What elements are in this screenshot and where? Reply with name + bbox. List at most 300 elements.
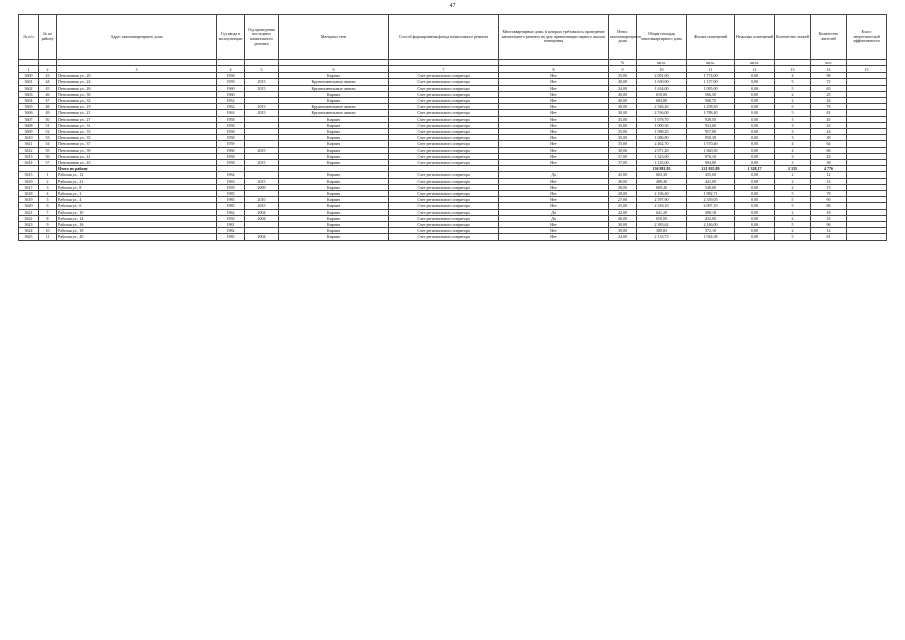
living-area-cell: 2 339,05: [687, 197, 735, 203]
nonliving-area-cell: 0,00: [735, 110, 775, 116]
district-number-cell: 5: [39, 197, 57, 203]
wall-material-cell: Кирпич: [279, 178, 389, 184]
address-cell: Пенсионная ул., 39: [57, 147, 217, 153]
address-cell: Рабочая ул., 20: [57, 234, 217, 240]
repair-year-cell: 2004: [245, 215, 279, 221]
wall-material-cell: Кирпич: [279, 197, 389, 203]
fund-method-cell: Счет регионального оператора: [389, 215, 499, 221]
wear-percent-cell: 30,00: [609, 104, 637, 110]
floors-cell: 5: [775, 110, 811, 116]
wall-material-cell: Кирпич: [279, 147, 389, 153]
column-number: 6: [279, 66, 389, 73]
address-cell: Пенсионная ул., 32: [57, 98, 217, 104]
row-number-cell: 3614: [19, 160, 39, 166]
housing-register-table: [18, 14, 887, 241]
repair-required-cell: Нет: [499, 129, 609, 135]
unit-cell: чел.: [811, 60, 847, 66]
build-year-cell: 1982: [217, 228, 245, 234]
repair-required-cell: Нет: [499, 141, 609, 147]
build-year-cell: 1952: [217, 98, 245, 104]
wall-material-cell: Кирпич: [279, 172, 389, 178]
total-area-cell: 2 462,70: [637, 141, 687, 147]
column-number: 13: [775, 66, 811, 73]
wear-percent-cell: 35,00: [609, 73, 637, 79]
district-number-cell: 11: [39, 234, 57, 240]
totals-residents: 4 776: [811, 166, 847, 172]
build-year-cell: 1958: [217, 129, 245, 135]
column-header: Общая площадь многоквартирного дома: [637, 15, 687, 60]
residents-cell: 16: [811, 215, 847, 221]
energy-class-cell: [847, 234, 887, 240]
build-year-cell: 1985: [217, 191, 245, 197]
floors-cell: 3: [775, 160, 811, 166]
fund-method-cell: Счет регионального оператора: [389, 147, 499, 153]
district-number-cell: 3: [39, 184, 57, 190]
wall-material-cell: Кирпич: [279, 141, 389, 147]
fund-method-cell: Счет регионального оператора: [389, 184, 499, 190]
total-area-cell: 641,20: [637, 209, 687, 215]
column-numbers-row: [19, 66, 887, 73]
residents-cell: 25: [811, 91, 847, 97]
column-header: Способ формирования фонда капитального ремонта: [389, 15, 499, 60]
district-number-cell: 10: [39, 228, 57, 234]
column-header: Количество жителей: [811, 15, 847, 60]
row-number-cell: 3608: [19, 122, 39, 128]
residents-cell: 45: [811, 116, 847, 122]
totals-area: 136 881,83: [637, 166, 687, 172]
total-area-cell: 2 597,90: [637, 197, 687, 203]
wall-material-cell: Крупнопанельные панели: [279, 110, 389, 116]
column-header: Нежилых помещений: [735, 15, 775, 60]
residents-cell: 44: [811, 129, 847, 135]
nonliving-area-cell: 0,00: [735, 160, 775, 166]
repair-required-cell: Нет: [499, 79, 609, 85]
nonliving-area-cell: 0,00: [735, 203, 775, 209]
repair-year-cell: 2009: [245, 184, 279, 190]
nonliving-area-cell: 0,00: [735, 197, 775, 203]
unit-cell: %: [609, 60, 637, 66]
row-number-cell: 3613: [19, 153, 39, 159]
row-number-cell: 3617: [19, 184, 39, 190]
address-cell: Пенсионная ул., 19: [57, 104, 217, 110]
row-number-cell: 3622: [19, 215, 39, 221]
floors-cell: 2: [775, 91, 811, 97]
district-number-cell: 52: [39, 129, 57, 135]
fund-method-cell: Счет регионального оператора: [389, 98, 499, 104]
living-area-cell: 1 788,40: [687, 110, 735, 116]
total-area-cell: 1 323,00: [637, 153, 687, 159]
repair-year-cell: 2015: [245, 160, 279, 166]
repair-required-cell: Да: [499, 172, 609, 178]
nonliving-area-cell: 0,00: [735, 122, 775, 128]
residents-cell: 98: [811, 73, 847, 79]
floors-cell: 5: [775, 203, 811, 209]
district-number-cell: 48: [39, 104, 57, 110]
residents-cell: 81: [811, 110, 847, 116]
fund-method-cell: Счет регионального оператора: [389, 209, 499, 215]
living-area-cell: 928,50: [687, 116, 735, 122]
district-number-cell: 47: [39, 98, 57, 104]
column-number: 7: [389, 66, 499, 73]
unit-cell: кв.м.: [637, 60, 687, 66]
district-number-cell: 8: [39, 215, 57, 221]
row-number-cell: 3620: [19, 203, 39, 209]
row-number-cell: 3623: [19, 222, 39, 228]
wear-percent-cell: 24,00: [609, 234, 637, 240]
build-year-cell: 1960: [217, 147, 245, 153]
column-number: 5: [245, 66, 279, 73]
nonliving-area-cell: 0,00: [735, 104, 775, 110]
residents-cell: 72: [811, 79, 847, 85]
floors-cell: 3: [775, 153, 811, 159]
wall-material-cell: Кирпич: [279, 135, 389, 141]
wall-material-cell: Кирпич: [279, 234, 389, 240]
wall-material-cell: Кирпич: [279, 215, 389, 221]
living-area-cell: 957,80: [687, 129, 735, 135]
fund-method-cell: Счет регионального оператора: [389, 91, 499, 97]
column-header: № по району: [39, 15, 57, 60]
district-number-cell: 4: [39, 191, 57, 197]
residents-cell: 96: [811, 222, 847, 228]
living-area-cell: 1 258,50: [687, 104, 735, 110]
wear-percent-cell: 45,00: [609, 172, 637, 178]
floors-cell: 5: [775, 191, 811, 197]
wall-material-cell: Кирпич: [279, 73, 389, 79]
total-area-cell: 2 316,10: [637, 203, 687, 209]
column-header: Износ многоквартирного дома: [609, 15, 637, 60]
address-cell: Пенсионная ул., 24: [57, 79, 217, 85]
repair-required-cell: Нет: [499, 85, 609, 91]
row-number-cell: 3621: [19, 209, 39, 215]
total-area-cell: 1 125,00: [637, 160, 687, 166]
floors-cell: 4: [775, 141, 811, 147]
wear-percent-cell: 40,00: [609, 178, 637, 184]
wall-material-cell: Кирпич: [279, 91, 389, 97]
floors-cell: 2: [775, 215, 811, 221]
address-cell: Пенсионная ул., 37: [57, 141, 217, 147]
total-area-cell: 1 088,20: [637, 129, 687, 135]
table-body-first-district: [19, 73, 887, 166]
nonliving-area-cell: 0,00: [735, 153, 775, 159]
floors-cell: 5: [775, 234, 811, 240]
row-number-cell: 3601: [19, 79, 39, 85]
address-cell: Рабочая ул., 18: [57, 228, 217, 234]
wear-percent-cell: 37,00: [609, 153, 637, 159]
repair-required-cell: Нет: [499, 135, 609, 141]
repair-year-cell: 2015: [245, 79, 279, 85]
fund-method-cell: Счет регионального оператора: [389, 197, 499, 203]
wear-percent-cell: 35,00: [609, 122, 637, 128]
nonliving-area-cell: 0,00: [735, 184, 775, 190]
wear-percent-cell: 35,00: [609, 135, 637, 141]
floors-cell: 4: [775, 73, 811, 79]
repair-year-cell: 2015: [245, 147, 279, 153]
wear-percent-cell: 34,00: [609, 85, 637, 91]
living-area-cell: 1 982,71: [687, 191, 735, 197]
build-year-cell: 1960: [217, 85, 245, 91]
header-row: [19, 15, 887, 60]
build-year-cell: 1958: [217, 135, 245, 141]
build-year-cell: 1963: [217, 178, 245, 184]
floors-cell: 2: [775, 172, 811, 178]
address-cell: Пенсионная ул., 21: [57, 110, 217, 116]
wear-percent-cell: 27,00: [609, 197, 637, 203]
build-year-cell: 1958: [217, 153, 245, 159]
living-area-cell: 1 570,40: [687, 141, 735, 147]
wear-percent-cell: 25,00: [609, 203, 637, 209]
residents-cell: 15: [811, 184, 847, 190]
living-area-cell: 1 774,00: [687, 73, 735, 79]
column-number: 9: [609, 66, 637, 73]
row-number-cell: 3619: [19, 197, 39, 203]
wall-material-cell: Кирпич: [279, 153, 389, 159]
fund-method-cell: Счет регионального оператора: [389, 222, 499, 228]
district-number-cell: 45: [39, 85, 57, 91]
total-area-cell: 380,83: [637, 228, 687, 234]
repair-year-cell: 2015: [245, 85, 279, 91]
address-cell: Рабочая ул., 6: [57, 203, 217, 209]
living-area-cell: 1 660,30: [687, 147, 735, 153]
column-number: 12: [735, 66, 775, 73]
row-number-cell: 3624: [19, 228, 39, 234]
row-number-cell: 3600: [19, 73, 39, 79]
wear-percent-cell: 35,00: [609, 116, 637, 122]
total-area-cell: 650,00: [637, 215, 687, 221]
total-area-cell: 684,80: [637, 98, 687, 104]
build-year-cell: 1958: [217, 160, 245, 166]
wall-material-cell: Кирпич: [279, 222, 389, 228]
nonliving-area-cell: 0,00: [735, 178, 775, 184]
repair-year-cell: 2015: [245, 203, 279, 209]
total-area-cell: 602,30: [637, 172, 687, 178]
row-number-cell: 3611: [19, 141, 39, 147]
row-number-cell: 3603: [19, 91, 39, 97]
total-area-cell: 2 133,73: [637, 234, 687, 240]
total-area-cell: 1 634,00: [637, 85, 687, 91]
fund-method-cell: Счет регионального оператора: [389, 79, 499, 85]
residents-cell: 12: [811, 172, 847, 178]
wall-material-cell: Кирпич: [279, 98, 389, 104]
build-year-cell: 1981: [217, 222, 245, 228]
repair-required-cell: Да: [499, 215, 609, 221]
repair-required-cell: Нет: [499, 160, 609, 166]
build-year-cell: 1958: [217, 122, 245, 128]
nonliving-area-cell: 0,00: [735, 215, 775, 221]
build-year-cell: 1962: [217, 104, 245, 110]
residents-cell: 38: [811, 160, 847, 166]
address-cell: Рабочая ул., 14: [57, 215, 217, 221]
residents-cell: 64: [811, 141, 847, 147]
district-number-cell: 49: [39, 110, 57, 116]
living-area-cell: 540,00: [687, 184, 735, 190]
table-row: [19, 234, 887, 240]
build-year-cell: 1959: [217, 141, 245, 147]
district-number-cell: 2: [39, 178, 57, 184]
fund-method-cell: Счет регионального оператора: [389, 122, 499, 128]
column-number: 4: [217, 66, 245, 73]
residents-cell: 68: [811, 147, 847, 153]
fund-method-cell: Счет регионального оператора: [389, 135, 499, 141]
address-cell: Пенсионная ул., 43: [57, 160, 217, 166]
repair-required-cell: Нет: [499, 222, 609, 228]
column-header: Многоквартирные дома, в которых требовалось проведение капитального ремонта на дату приватизации первого жилого помещения: [499, 15, 609, 60]
column-number: 8: [499, 66, 609, 73]
wall-material-cell: Кирпич: [279, 122, 389, 128]
column-header: Количество этажей: [775, 15, 811, 60]
build-year-cell: 1964: [217, 172, 245, 178]
address-cell: Пенсионная ул., 35: [57, 135, 217, 141]
totals-label: Итого по району: [57, 166, 217, 172]
repair-required-cell: Нет: [499, 91, 609, 97]
build-year-cell: 1985: [217, 234, 245, 240]
wall-material-cell: Кирпич: [279, 191, 389, 197]
living-area-cell: 455,00: [687, 172, 735, 178]
floors-cell: 5: [775, 104, 811, 110]
column-header: Класс энергетической эффективности: [847, 15, 887, 60]
nonliving-area-cell: 0,00: [735, 141, 775, 147]
nonliving-area-cell: 0,00: [735, 222, 775, 228]
wall-material-cell: Кирпич: [279, 203, 389, 209]
column-header: Материал стен: [279, 15, 389, 60]
repair-year-cell: 2010: [245, 197, 279, 203]
residents-cell: 14: [811, 228, 847, 234]
column-header: Год ввода в эксплуатацию: [217, 15, 245, 60]
nonliving-area-cell: 0,00: [735, 73, 775, 79]
fund-method-cell: Счет регионального оператора: [389, 203, 499, 209]
row-number-cell: 3612: [19, 147, 39, 153]
repair-required-cell: Нет: [499, 203, 609, 209]
nonliving-area-cell: 0,00: [735, 191, 775, 197]
repair-required-cell: Нет: [499, 234, 609, 240]
build-year-cell: 1950: [217, 215, 245, 221]
fund-method-cell: Счет регионального оператора: [389, 116, 499, 122]
row-number-cell: 3606: [19, 110, 39, 116]
address-cell: Пенсионная ул., 33: [57, 129, 217, 135]
column-number: 2: [39, 66, 57, 73]
wear-percent-cell: 35,00: [609, 129, 637, 135]
fund-method-cell: Счет регионального оператора: [389, 85, 499, 91]
living-area-cell: 2 097,10: [687, 203, 735, 209]
wear-percent-cell: 35,00: [609, 141, 637, 147]
repair-required-cell: Нет: [499, 116, 609, 122]
wear-percent-cell: 40,00: [609, 91, 637, 97]
repair-year-cell: 2004: [245, 234, 279, 240]
floors-cell: 2: [775, 178, 811, 184]
nonliving-area-cell: 0,00: [735, 116, 775, 122]
repair-required-cell: Да: [499, 209, 609, 215]
nonliving-area-cell: 0,00: [735, 209, 775, 215]
total-area-cell: 1 630,00: [637, 79, 687, 85]
living-area-cell: 506,50: [687, 91, 735, 97]
total-area-cell: 2 196,40: [637, 191, 687, 197]
table-body-second-district: [19, 172, 887, 240]
nonliving-area-cell: 0,00: [735, 234, 775, 240]
row-number-cell: 3604: [19, 98, 39, 104]
wall-material-cell: Кирпич: [279, 209, 389, 215]
floors-cell: 2: [775, 228, 811, 234]
fund-method-cell: Счет регионального оператора: [389, 104, 499, 110]
build-year-cell: 1960: [217, 91, 245, 97]
floors-cell: 2: [775, 98, 811, 104]
total-area-cell: 609,40: [637, 184, 687, 190]
fund-method-cell: Счет регионального оператора: [389, 129, 499, 135]
column-number: 10: [637, 66, 687, 73]
wall-material-cell: Кирпич: [279, 116, 389, 122]
nonliving-area-cell: 0,00: [735, 228, 775, 234]
living-area-cell: 950,30: [687, 135, 735, 141]
row-number-cell: 3602: [19, 85, 39, 91]
wear-percent-cell: 40,00: [609, 98, 637, 104]
fund-method-cell: Счет регионального оператора: [389, 73, 499, 79]
total-area-cell: 2 536,00: [637, 110, 687, 116]
address-cell: Рабочая ул., 8: [57, 184, 217, 190]
total-area-cell: 2 546,40: [637, 104, 687, 110]
address-cell: Пенсионная ул., 31: [57, 122, 217, 128]
living-area-cell: 932,60: [687, 122, 735, 128]
district-number-cell: 53: [39, 135, 57, 141]
fund-method-cell: Счет регионального оператора: [389, 160, 499, 166]
repair-year-cell: 2015: [245, 104, 279, 110]
residents-cell: 86: [811, 203, 847, 209]
column-number: 14: [811, 66, 847, 73]
residents-cell: 38: [811, 135, 847, 141]
repair-required-cell: Нет: [499, 153, 609, 159]
row-number-cell: 3618: [19, 191, 39, 197]
fund-method-cell: Счет регионального оператора: [389, 178, 499, 184]
residents-cell: 78: [811, 104, 847, 110]
floors-cell: 5: [775, 222, 811, 228]
repair-required-cell: Нет: [499, 228, 609, 234]
page-number: 47: [449, 3, 456, 9]
build-year-cell: 1962: [217, 209, 245, 215]
repair-required-cell: Нет: [499, 110, 609, 116]
row-number-cell: 3609: [19, 129, 39, 135]
residents-cell: 24: [811, 98, 847, 104]
build-year-cell: 1959: [217, 184, 245, 190]
row-number-cell: 3615: [19, 172, 39, 178]
fund-method-cell: Счет регионального оператора: [389, 172, 499, 178]
living-area-cell: 904,80: [687, 160, 735, 166]
district-number-cell: 50: [39, 116, 57, 122]
row-number-cell: 3616: [19, 178, 39, 184]
build-year-cell: 1985: [217, 203, 245, 209]
nonliving-area-cell: 0,00: [735, 172, 775, 178]
address-cell: Пенсионная ул., 41: [57, 153, 217, 159]
nonliving-area-cell: 0,00: [735, 129, 775, 135]
district-number-cell: 43: [39, 73, 57, 79]
repair-year-cell: 2015: [245, 110, 279, 116]
living-area-cell: 1 924,38: [687, 234, 735, 240]
fund-method-cell: Счет регионального оператора: [389, 234, 499, 240]
unit-cell: кв.м.: [735, 60, 775, 66]
floors-cell: 2: [775, 209, 811, 215]
build-year-cell: 1985: [217, 197, 245, 203]
living-area-cell: 1 137,00: [687, 79, 735, 85]
fund-method-cell: Счет регионального оператора: [389, 228, 499, 234]
totals-living-area: 121 035,89: [687, 166, 735, 172]
wear-percent-cell: 30,00: [609, 147, 637, 153]
wear-percent-cell: 28,00: [609, 191, 637, 197]
residents-cell: 78: [811, 191, 847, 197]
nonliving-area-cell: 0,00: [735, 147, 775, 153]
fund-method-cell: Счет регионального оператора: [389, 191, 499, 197]
living-area-cell: 372,10: [687, 228, 735, 234]
district-number-cell: 46: [39, 91, 57, 97]
repair-required-cell: Нет: [499, 98, 609, 104]
living-area-cell: 432,00: [687, 215, 735, 221]
floors-cell: 3: [775, 135, 811, 141]
residents-cell: 81: [811, 234, 847, 240]
